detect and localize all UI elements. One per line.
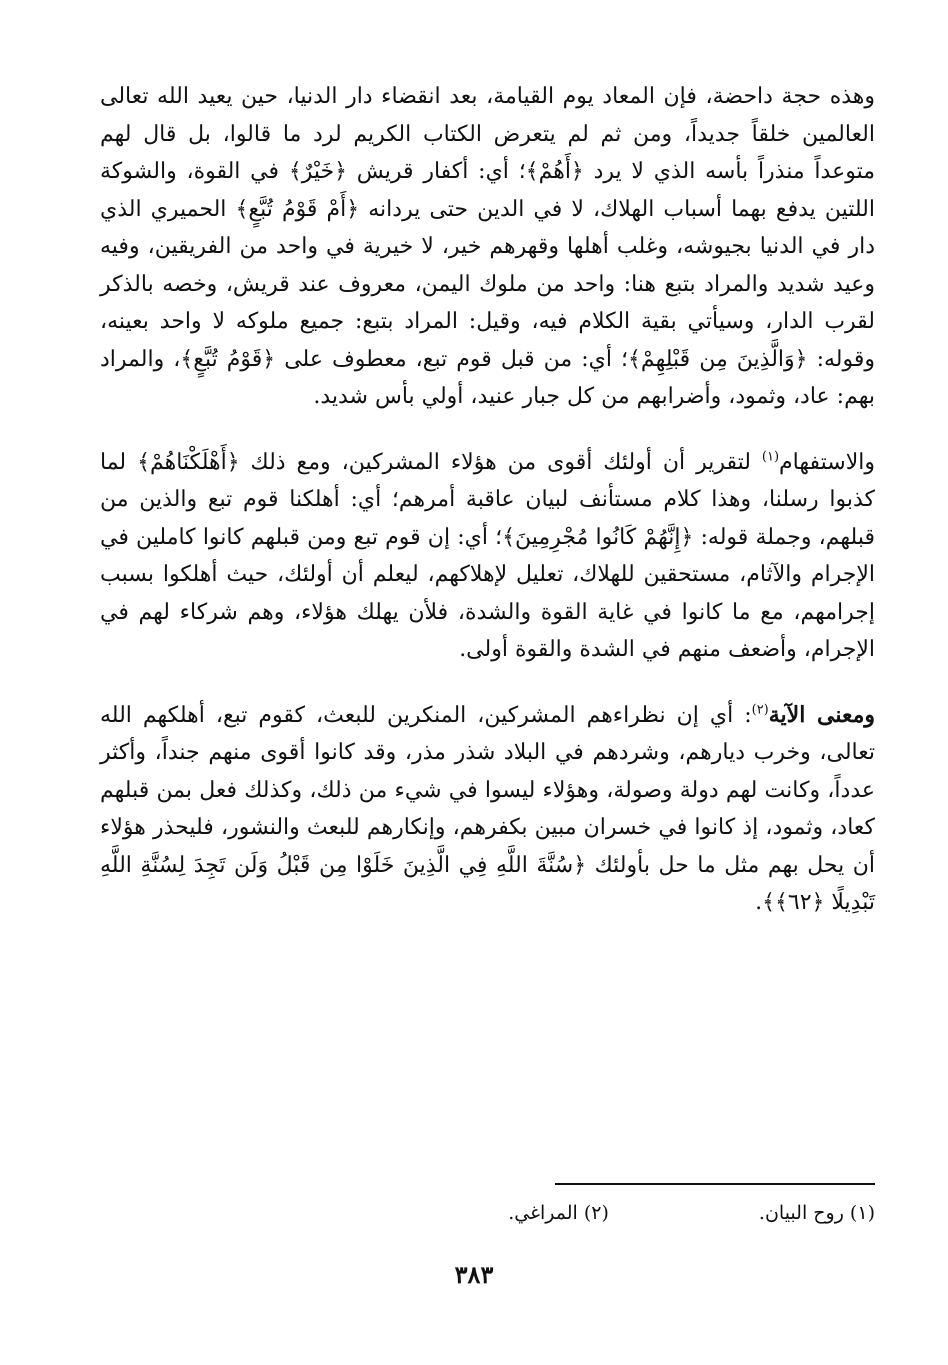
page-number: ٣٨٣	[454, 1260, 494, 1289]
footnote-separator	[555, 1183, 875, 1185]
paragraph-3	[100, 697, 875, 922]
paragraph-2	[100, 444, 875, 669]
footnote-1: (١) روح البيان.	[758, 1202, 875, 1224]
paragraph-1: وهذه حجة داحضة، فإن المعاد يوم القيامة، بعد انقضاء دار الدنيا، حين يعيد الله تعالى العالمين خلقاً جديداً، ومن ثم لم يتعرض الكتاب الكريم لرد ما قالوا، بل قال لهم متوعداً منذراً بأسه الذي لا يرد ﴿أَهُمْ﴾؛ أي: أكفار قريش ﴿خَيْرٌ﴾ في القوة، والشوكة اللتين يدفع بهما أسباب الهلاك، لا في الدين حتى يردانه ﴿أَمْ قَوْمُ تُبَّعٍ﴾ الحميري الذي دار في الدنيا بجيوشه، وغلب أهلها وقهرهم خير، لا خيرية في واحد من الفريقين، وفيه وعيد شديد والمراد بتبع هنا: واحد من ملوك اليمن، معروف عند قريش، وخصه بالذكر لقرب الدار، وسيأتي بقية الكلام فيه، وقيل: المراد بتبع: جميع ملوكه لا واحد بعينه، وقوله: ﴿وَالَّذِينَ مِن قَبْلِهِمْ﴾؛ أي: من قبل قوم تبع، معطوف على ﴿قَوْمُ تُبَّعٍ﴾، والمراد بهم: عاد، وثمود، وأضرابهم من كل جبار عنيد، أولي بأس شديد.	[100, 84, 875, 409]
footnote-ref-2: (٢)	[751, 702, 769, 718]
footnotes	[315, 1198, 875, 1228]
page-body	[100, 78, 875, 922]
paragraph-3-body: : أي إن نظراءهم المشركين، المنكرين للبعث، كقوم تبع، أهلكهم الله تعالى، وخرب ديارهم، وشردهم في البلاد شذر مذر، وقد كانوا أقوى منهم جنداً، وأكثر عدداً، وكانت لهم دولة وصولة، وهؤلاء ليسوا في شيء من ذلك، وكذلك فعل بمن قبلهم كعاد، وثمود، إذ كانوا في خسران مبين بكفرهم، وإنكارهم للبعث والنشور، فليحذر هؤلاء أن يحل بهم مثل ما حل بأولئك ﴿سُنَّةَ اللَّهِ فِي الَّذِينَ خَلَوْا مِن قَبْلُ وَلَن تَجِدَ لِسُنَّةِ اللَّهِ تَبْدِيلًا ﴿٦٢﴾﴾.	[100, 702, 876, 915]
footnote-2: (٢) المراغي.	[508, 1202, 609, 1224]
paragraph-3-lead: ومعنى الآية	[768, 701, 875, 728]
paragraph-2-lead: والاستفهام	[779, 449, 875, 475]
footnote-ref-1: (١)	[761, 449, 780, 465]
paragraph-2-body: لتقرير أن أولئك أقوى من هؤلاء المشركين، ومع ذلك ﴿أَهْلَكْنَاهُمْ﴾ لما كذبوا رسلنا، وهذا كلام مستأنف لبيان عاقبة أمرهم؛ أي: أهلكنا قوم تبع والذين من قبلهم، وجملة قوله: ﴿إِنَّهُمْ كَانُوا مُجْرِمِينَ﴾؛ أي: إن قوم تبع ومن قبلهم كانوا كاملين في الإجرام والآثام، مستحقين للهلاك، تعليل لإهلاكهم، ليعلم أن أولئك، حيث أهلكوا بسبب إجرامهم، مع ما كانوا في غاية القوة والشدة، فلأن يهلك هؤلاء، وهم شركاء لهم في الإجرام، وأضعف منهم في الشدة والقوة أولى.	[100, 449, 875, 662]
